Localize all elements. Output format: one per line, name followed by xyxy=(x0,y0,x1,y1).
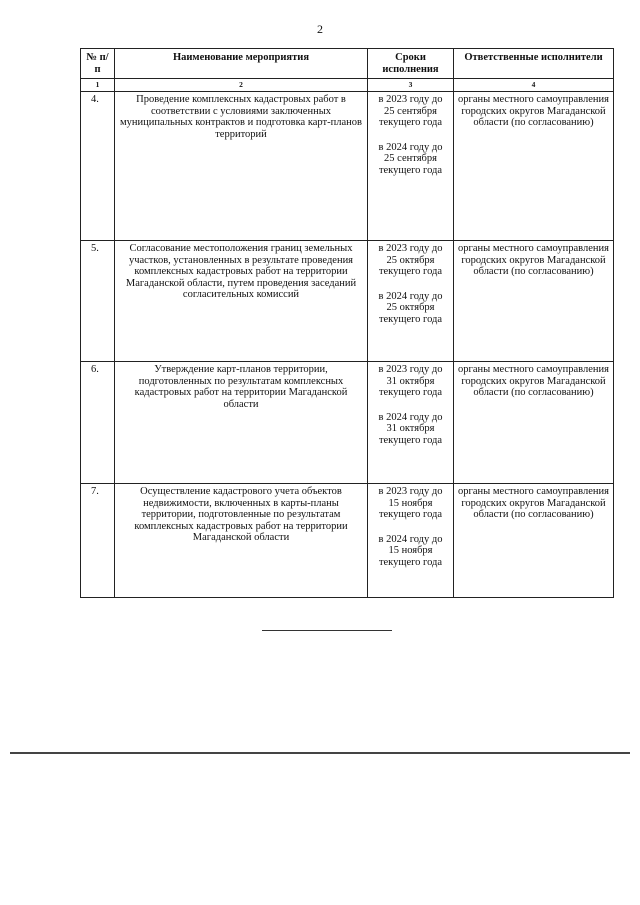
deadline-2024: в 2024 году до 31 октября текущего года xyxy=(378,411,443,446)
column-number: 2 xyxy=(115,79,368,92)
deadline-2024: в 2024 году до 15 ноября текущего года xyxy=(378,533,443,568)
deadline-cell xyxy=(368,241,454,362)
deadline-2023: в 2023 году до 15 ноября текущего года xyxy=(378,486,443,520)
page-number: 2 xyxy=(317,22,323,36)
row-number: 6. xyxy=(81,362,115,484)
page-bottom-rule xyxy=(10,752,630,754)
deadline-2023: в 2023 году до 31 октября текущего года xyxy=(378,364,443,398)
row-number: 4. xyxy=(81,92,115,241)
activities-table xyxy=(80,48,614,598)
table-row xyxy=(81,92,614,241)
responsible-cell: органы местного самоуправления городских округов Магаданской области (по согласованию) xyxy=(454,362,614,484)
column-number: 3 xyxy=(368,79,454,92)
deadline-2024: в 2024 году до 25 сентября текущего года xyxy=(378,141,443,176)
deadline-cell xyxy=(368,92,454,241)
deadline-cell xyxy=(368,484,454,598)
deadline-2023: в 2023 году до 25 октября текущего года xyxy=(378,243,443,277)
column-number: 4 xyxy=(454,79,614,92)
row-number: 5. xyxy=(81,241,115,362)
header-term: Сроки исполнения xyxy=(368,49,454,79)
deadline-cell xyxy=(368,362,454,484)
activity-name: Осуществление кадастрового учета объектов недвижимости, включенных в карты-планы территории, подготовленные по результатам комплексных кадастровых работ на территории Магаданской области xyxy=(115,484,368,598)
responsible-cell: органы местного самоуправления городских округов Магаданской области (по согласованию) xyxy=(454,92,614,241)
deadline-2023: в 2023 году до 25 сентября текущего года xyxy=(378,94,443,128)
row-number: 7. xyxy=(81,484,115,598)
end-of-document-line xyxy=(262,630,392,631)
deadline-2024: в 2024 году до 25 октября текущего года xyxy=(378,290,443,325)
activity-name: Согласование местоположения границ земельных участков, установленных в результате проведения комплексных кадастровых работ на территории Магаданской области, путем проведения заседаний согласительных комиссий xyxy=(115,241,368,362)
table-header-row xyxy=(81,49,614,79)
header-name: Наименование мероприятия xyxy=(115,49,368,79)
table-row xyxy=(81,484,614,598)
responsible-cell: органы местного самоуправления городских округов Магаданской области (по согласованию) xyxy=(454,241,614,362)
activity-name: Проведение комплексных кадастровых работ в соответствии с условиями заключенных муниципальных контрактов и подготовка карт-планов территорий xyxy=(115,92,368,241)
activity-name: Утверждение карт-планов территории, подготовленных по результатам комплексных кадастровых работ на территории Магаданской области xyxy=(115,362,368,484)
column-number: 1 xyxy=(81,79,115,92)
header-num: № п/п xyxy=(81,49,115,79)
table-row xyxy=(81,241,614,362)
header-responsible: Ответственные исполнители xyxy=(454,49,614,79)
table-row xyxy=(81,362,614,484)
column-number-row xyxy=(81,79,614,92)
responsible-cell: органы местного самоуправления городских округов Магаданской области (по согласованию) xyxy=(454,484,614,598)
